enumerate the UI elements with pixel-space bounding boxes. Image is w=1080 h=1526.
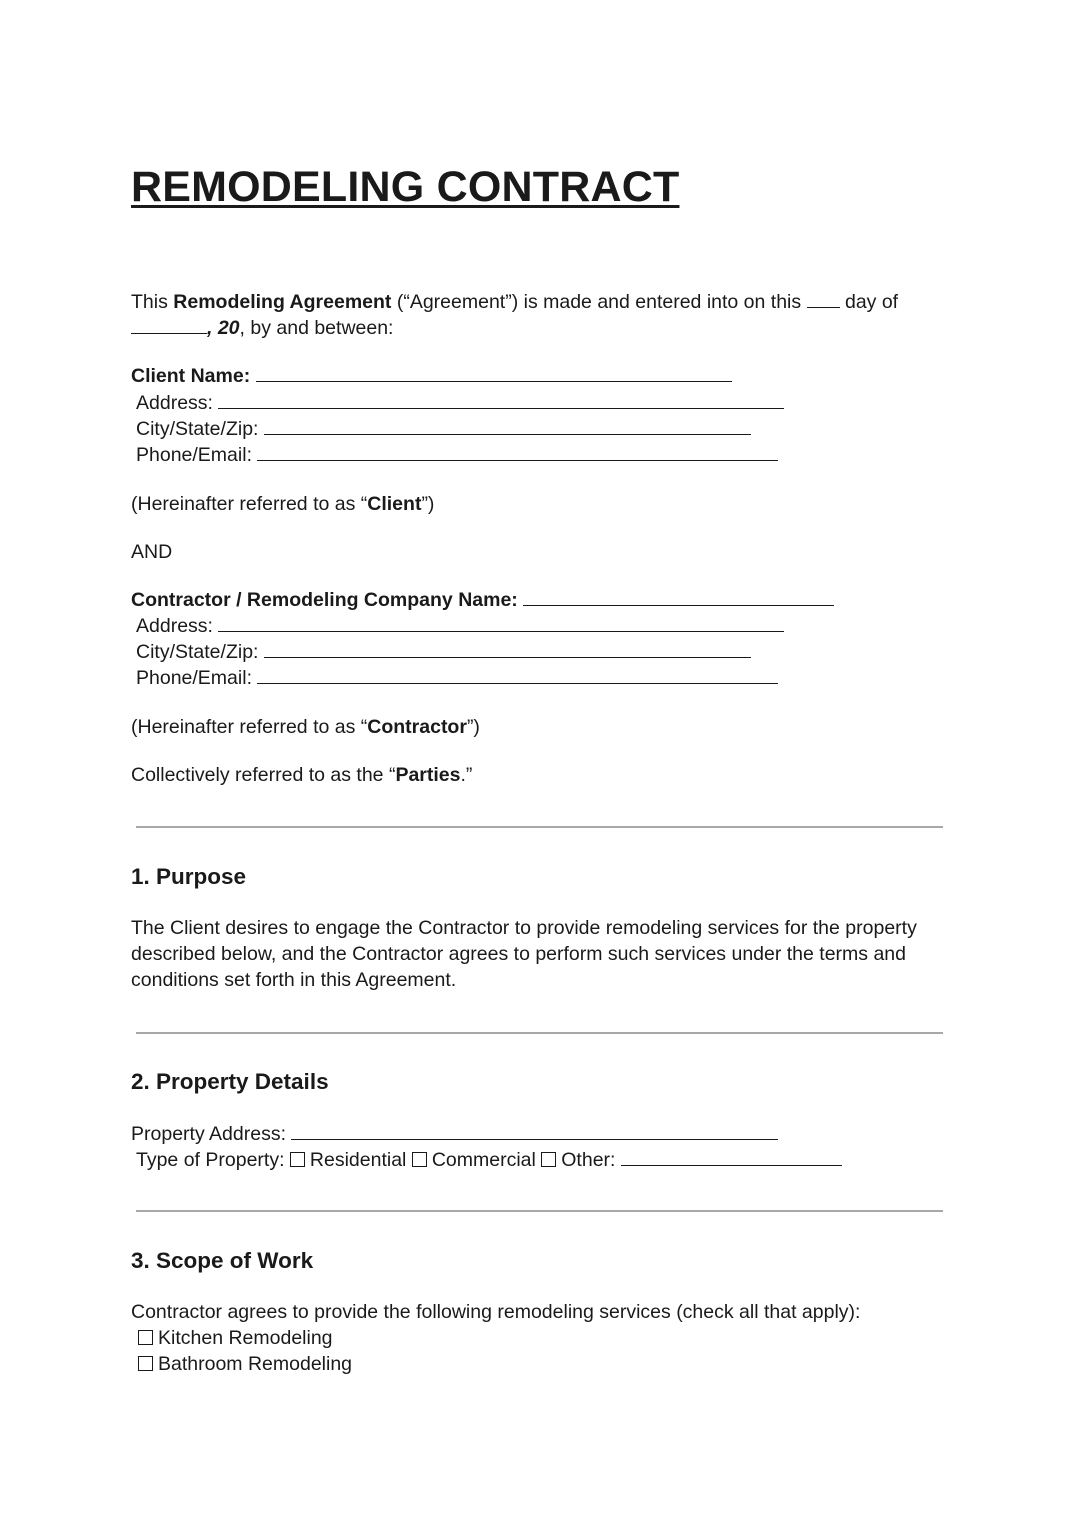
property-address-label: Property Address: [131, 1123, 286, 1145]
contractor-referred-line [131, 714, 480, 740]
month-blank[interactable] [131, 315, 207, 334]
and-text: AND [131, 541, 173, 563]
property-type-row [136, 1147, 842, 1173]
intro-text: This [131, 291, 174, 313]
client-address-field[interactable] [218, 390, 784, 409]
commercial-label: Commercial [431, 1149, 536, 1171]
intro-text: day of [839, 291, 899, 313]
collective-text: Collectively referred to as the “ [131, 764, 396, 786]
property-type-label: Type of Property: [136, 1149, 285, 1171]
section-divider [136, 826, 943, 828]
collective-line [131, 762, 472, 788]
contractor-name-row [131, 587, 834, 613]
purpose-line: conditions set forth in this Agreement. [131, 969, 457, 991]
section-heading-scope-of-work: 3. Scope of Work [131, 1248, 314, 1273]
residential-label: Residential [309, 1149, 407, 1171]
client-phone-field[interactable] [257, 442, 778, 461]
client-city-field[interactable] [264, 416, 751, 435]
section-divider [136, 1032, 943, 1034]
year-prefix: , 20 [207, 317, 240, 339]
section-heading-property-details: 2. Property Details [131, 1069, 329, 1094]
client-address-label: Address: [136, 392, 213, 414]
contractor-city-label: City/State/Zip: [136, 641, 259, 663]
contractor-phone-field[interactable] [257, 665, 778, 684]
intro-text: , by and between: [239, 317, 394, 339]
section-divider [136, 1210, 943, 1212]
intro-text: (“Agreement”) is made and entered into on this [391, 291, 807, 313]
other-label: Other: [561, 1149, 616, 1171]
client-city-label: City/State/Zip: [136, 418, 259, 440]
purpose-line: described below, and the Contractor agrees to perform such services under the terms and [131, 943, 906, 965]
property-address-field[interactable] [291, 1121, 778, 1140]
client-phone-label: Phone/Email: [136, 444, 252, 466]
contractor-city-row [136, 639, 751, 665]
other-checkbox[interactable] [541, 1152, 556, 1167]
contractor-phone-row [136, 665, 778, 691]
property-address-row [131, 1121, 778, 1147]
client-term: Client [367, 493, 422, 515]
client-name-field[interactable] [256, 363, 732, 382]
contractor-name-label: Contractor / Remodeling Company Name: [131, 589, 518, 611]
bathroom-checkbox[interactable] [138, 1356, 153, 1371]
referred-text: (Hereinafter referred to as “ [131, 716, 368, 738]
client-name-row [131, 363, 732, 389]
intro-line-1 [131, 289, 898, 315]
contractor-address-field[interactable] [218, 613, 784, 632]
contractor-name-field[interactable] [523, 587, 834, 606]
residential-checkbox[interactable] [290, 1152, 305, 1167]
scope-item-kitchen [138, 1325, 333, 1351]
client-referred-line [131, 491, 434, 517]
contractor-term: Contractor [367, 716, 467, 738]
client-phone-row [136, 442, 778, 468]
contractor-city-field[interactable] [264, 639, 751, 658]
contractor-phone-label: Phone/Email: [136, 667, 252, 689]
bathroom-label: Bathroom Remodeling [158, 1353, 353, 1375]
contractor-address-label: Address: [136, 615, 213, 637]
section-heading-purpose: 1. Purpose [131, 864, 247, 889]
referred-text: ”) [421, 493, 435, 515]
client-city-row [136, 416, 751, 442]
agreement-name: Remodeling Agreement [173, 291, 392, 313]
client-name-label: Client Name: [131, 365, 251, 387]
commercial-checkbox[interactable] [412, 1152, 427, 1167]
referred-text: ”) [466, 716, 480, 738]
parties-term: Parties [395, 764, 461, 786]
referred-text: (Hereinafter referred to as “ [131, 493, 368, 515]
scope-item-bathroom [138, 1351, 352, 1377]
contractor-address-row [136, 613, 784, 639]
scope-intro: Contractor agrees to provide the following remodeling services (check all that apply): [131, 1301, 861, 1323]
document-title: REMODELING CONTRACT [131, 163, 680, 211]
kitchen-label: Kitchen Remodeling [158, 1327, 333, 1349]
kitchen-checkbox[interactable] [138, 1330, 153, 1345]
other-field[interactable] [621, 1147, 842, 1166]
purpose-line: The Client desires to engage the Contractor to provide remodeling services for the property [131, 917, 917, 939]
client-address-row [136, 390, 784, 416]
intro-line-2 [131, 315, 393, 341]
collective-text: .” [460, 764, 473, 786]
day-blank[interactable] [807, 289, 840, 308]
